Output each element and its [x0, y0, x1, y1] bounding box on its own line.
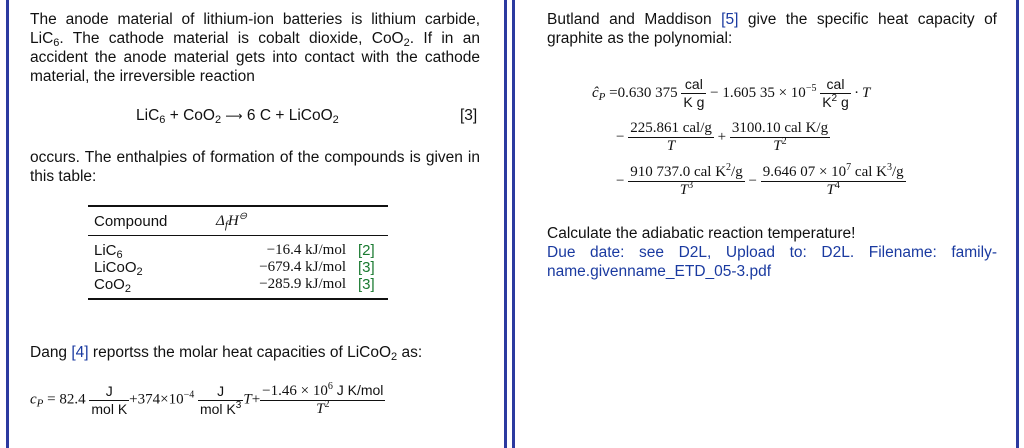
ref-cell: [3]	[358, 276, 375, 293]
intro-paragraph	[30, 10, 480, 86]
fraction: $\frac{910 737.0 cal K^2/g}{T^3}$	[630, 162, 743, 198]
ref-cell: [2]	[358, 242, 375, 259]
right-panel	[547, 10, 997, 48]
value-cell: −16.4 kJ/mol	[266, 242, 346, 258]
right-border	[1016, 0, 1019, 448]
header-enthalpy: $\Delta_fH^⊖$	[210, 206, 352, 236]
polynomial-line-2	[616, 120, 830, 155]
dang-text-a: Dang	[30, 344, 72, 361]
compound-cell: CoO$_2$	[94, 276, 131, 295]
product-carbon: 6 C	[246, 107, 272, 124]
eq-const: = 82.4	[43, 391, 86, 408]
reaction-equation	[30, 106, 480, 128]
butland-paragraph	[547, 10, 997, 48]
enthalpy-table	[88, 205, 388, 300]
subscript: 2	[332, 114, 339, 126]
butland-text-a: Butland and Maddison	[547, 11, 722, 28]
fraction: $\frac{\text{225.861 cal/g}}{T}$	[630, 120, 712, 154]
table-row	[88, 259, 388, 276]
reactant-lic: LiC	[136, 107, 160, 124]
subscript: P	[598, 90, 606, 103]
table-row	[88, 236, 388, 260]
task-text: Calculate the adiabatic reaction temperature!	[547, 225, 856, 242]
center-border-left	[504, 0, 507, 448]
plus-sign: +	[251, 391, 261, 408]
butland-text-b: give the specific heat capacity of graphite as the polynomial:	[547, 11, 997, 47]
table-row	[88, 276, 388, 299]
plus-sign: +	[275, 107, 285, 124]
subscript: P	[36, 397, 44, 410]
subscript: 2	[214, 114, 222, 126]
citation-link[interactable]: [5]	[721, 11, 739, 28]
superscript: −5	[805, 82, 817, 94]
dang-text-b: reportss the molar heat capacities of LiCoO	[88, 344, 392, 361]
dang-text-c: as:	[397, 344, 423, 361]
poly-const: =0.630 375	[605, 84, 678, 101]
fraction: $\frac{J}{\text{mol K}}$	[91, 382, 128, 417]
center-border-right	[512, 0, 515, 448]
intro-text: The anode material of lithium-ion batteries is lithium carbide, LiC$_6$. The cathode material is cobalt dioxide, CoO$_2$. If in an accident the anode material gets into contact with the cathode material, the irreversible reaction	[30, 11, 480, 85]
fraction: $\frac{\text{3100.10 cal K/g}}{T^2}$	[731, 120, 829, 154]
poly-minus-term: − 1.605 35 × 10	[706, 84, 806, 101]
value-cell: −285.9 kJ/mol	[259, 276, 346, 292]
product-licoo: LiCoO	[288, 107, 333, 124]
superscript: −4	[183, 389, 195, 401]
minus-sign: −	[748, 172, 757, 189]
polynomial-line-1	[592, 76, 870, 111]
fraction: $\frac{\text{cal}}{\text{K g}}$	[683, 76, 705, 110]
cp-hat-symbol: ĉ	[592, 84, 599, 101]
plus-sign: +	[169, 107, 179, 124]
heat-capacity-equation	[30, 382, 500, 418]
minus-sign: −	[616, 172, 625, 189]
due-date-text: Due date: see D2L, Upload to: D2L. Filename: family-name.givenname_ETD_05-3.pdf	[547, 244, 997, 280]
citation-link[interactable]: [4]	[71, 344, 89, 361]
compound-cell: LiC$_6$	[94, 242, 123, 261]
minus-sign: −	[616, 128, 625, 145]
fraction: $\frac{\text{cal}}{K^2 g}$	[822, 76, 849, 110]
compound-cell: LiCoO$_2$	[94, 259, 143, 278]
reaction-arrow: ⟶	[225, 109, 243, 123]
ref-cell: [3]	[358, 259, 375, 276]
value-cell: −679.4 kJ/mol	[259, 259, 346, 275]
header-ref	[352, 206, 388, 236]
left-panel	[30, 10, 480, 186]
dang-paragraph	[30, 343, 480, 362]
enthalpy-paragraph	[30, 148, 480, 186]
subscript: 2	[391, 351, 398, 363]
enthalpy-text: occurs. The enthalpies of formation of the compounds is given in this table:	[30, 149, 480, 185]
task-block	[547, 224, 997, 281]
eq-term2: +374×10	[129, 391, 184, 408]
var-t: T	[243, 391, 252, 408]
equation-number: [3]	[460, 107, 478, 124]
cp-symbol: c	[30, 391, 37, 408]
dot-t: · T	[850, 84, 871, 101]
plus-sign: +	[717, 128, 727, 145]
left-border	[6, 0, 9, 448]
reactant-coo: CoO	[183, 107, 215, 124]
fraction: $\frac{-1.46 \times 10^6 J K/mol}{T^2}$	[262, 381, 384, 417]
fraction: $\frac{J}{mol K^3}$	[199, 382, 242, 417]
polynomial-line-3	[616, 164, 906, 199]
subscript: 6	[159, 114, 166, 126]
fraction: $\frac{9.646 07 \times 10^7 cal K^3/g}{T^4}$	[762, 162, 904, 198]
header-compound: Compound	[88, 206, 210, 236]
